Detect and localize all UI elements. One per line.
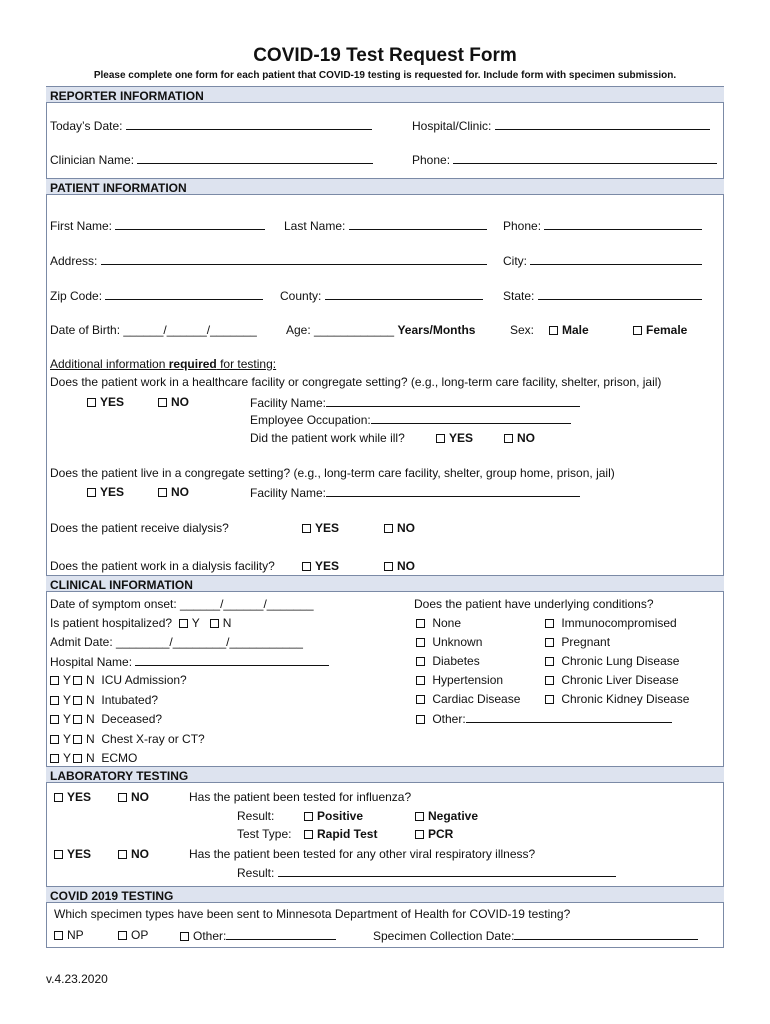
zip-code-field[interactable]: Zip Code: (50, 289, 263, 302)
y-checkbox[interactable]: Y (50, 673, 71, 687)
yn-item-label: Intubated? (101, 692, 159, 707)
age-field[interactable]: Age: ____________ Years/Months (286, 323, 476, 337)
checkbox-icon (416, 657, 425, 666)
n-checkbox[interactable]: N (73, 732, 95, 746)
state-field[interactable]: State: (503, 289, 702, 302)
yn-item-row (50, 674, 187, 686)
test-type-label: Test Type: (237, 827, 292, 841)
checkbox-icon (50, 754, 59, 763)
influenza-no-checkbox[interactable]: NO (118, 791, 149, 803)
condition-checkbox[interactable]: Immunocompromised (545, 617, 677, 629)
condition-checkbox[interactable]: Chronic Lung Disease (545, 655, 679, 667)
additional-info-heading: Additional information required for testing: (50, 357, 277, 371)
checkbox-icon (504, 434, 513, 443)
influenza-result-label: Result: (237, 809, 275, 823)
condition-checkbox[interactable]: Diabetes (416, 655, 480, 667)
checkbox-icon (179, 619, 188, 628)
influenza-yes-checkbox[interactable]: YES (54, 791, 91, 803)
checkbox-icon (384, 524, 393, 533)
condition-checkbox[interactable]: Hypertension (416, 674, 503, 686)
yn-item-label: ECMO (101, 751, 138, 765)
healthcare-facility-name-field[interactable]: Facility Name: (250, 396, 580, 409)
hospitalized-y-checkbox[interactable]: Y (179, 616, 200, 630)
checkbox-icon (302, 524, 311, 533)
checkbox-icon (436, 434, 445, 443)
specimen-question: Which specimen types have been sent to Minnesota Department of Health for COVID-19 testing? (54, 907, 571, 921)
y-checkbox[interactable]: Y (50, 751, 71, 765)
congregate-question: Does the patient live in a congregate setting? (e.g., long-term care facility, shelter, group home, prison, jail) (50, 466, 615, 480)
dialysis-question: Does the patient receive dialysis? (50, 521, 229, 535)
condition-checkbox[interactable]: Other: (416, 712, 672, 725)
reporter-phone-field[interactable]: Phone: (412, 153, 717, 166)
checkbox-icon (302, 562, 311, 571)
n-checkbox[interactable]: N (73, 673, 95, 687)
dialysis-yes-checkbox[interactable]: YES (302, 522, 339, 534)
checkbox-icon (545, 657, 554, 666)
checkbox-icon (415, 830, 424, 839)
checkbox-icon (545, 638, 554, 647)
dialysis-no-checkbox[interactable]: NO (384, 522, 415, 534)
congregate-yes-checkbox[interactable]: YES (87, 486, 124, 498)
condition-checkbox[interactable]: None (416, 617, 461, 629)
date-of-birth-field[interactable]: Date of Birth: ______/______/_______ (50, 323, 257, 337)
checkbox-icon (416, 676, 425, 685)
covid-section-header: COVID 2019 TESTING (46, 886, 724, 903)
checkbox-icon (304, 812, 313, 821)
patient-section-header: PATIENT INFORMATION (46, 178, 724, 195)
y-checkbox[interactable]: Y (50, 732, 71, 746)
symptom-onset-field[interactable]: Date of symptom onset: ______/______/_______ (50, 597, 314, 611)
address-field[interactable]: Address: (50, 254, 487, 267)
checkbox-icon (54, 850, 63, 859)
pcr-checkbox[interactable]: PCR (415, 828, 453, 840)
checkbox-icon (210, 619, 219, 628)
form-title: COVID-19 Test Request Form (253, 45, 517, 66)
checkbox-icon (73, 715, 82, 724)
checkbox-icon (545, 695, 554, 704)
congregate-no-checkbox[interactable]: NO (158, 486, 189, 498)
checkbox-icon (50, 715, 59, 724)
positive-checkbox[interactable]: Positive (304, 810, 363, 822)
admit-date-field[interactable]: Admit Date: ________/________/___________ (50, 635, 303, 649)
yn-item-row (50, 752, 137, 764)
checkbox-icon (158, 398, 167, 407)
yn-item-label: Deceased? (101, 712, 163, 726)
other-viral-yes-checkbox[interactable]: YES (54, 848, 91, 860)
city-field[interactable]: City: (503, 254, 702, 267)
hospital-clinic-field[interactable]: Hospital/Clinic: (412, 119, 710, 132)
condition-checkbox[interactable]: Chronic Liver Disease (545, 674, 679, 686)
other-specimen-checkbox[interactable]: Other: (180, 929, 336, 942)
op-checkbox[interactable]: OP (118, 929, 148, 941)
dialysis-work-yes-checkbox[interactable]: YES (302, 560, 339, 572)
dialysis-work-no-checkbox[interactable]: NO (384, 560, 415, 572)
county-field[interactable]: County: (280, 289, 483, 302)
hospitalized-row: Is patient hospitalized? Y N (50, 616, 232, 630)
checkbox-icon (180, 932, 189, 941)
checkbox-icon (158, 488, 167, 497)
male-checkbox[interactable]: Male (549, 324, 589, 336)
checkbox-icon (54, 931, 63, 940)
reporter-section (46, 103, 724, 178)
condition-checkbox[interactable]: Unknown (416, 636, 482, 648)
worked-while-ill-label: Did the patient work while ill? (250, 431, 405, 445)
checkbox-icon (416, 638, 425, 647)
condition-checkbox[interactable]: Cardiac Disease (416, 693, 520, 705)
version-label: v.4.23.2020 (46, 972, 108, 986)
checkbox-icon (415, 812, 424, 821)
checkbox-icon (87, 488, 96, 497)
other-viral-no-checkbox[interactable]: NO (118, 848, 149, 860)
n-checkbox[interactable]: N (73, 693, 95, 707)
clinical-section-header: CLINICAL INFORMATION (46, 575, 724, 592)
hospital-name-field[interactable]: Hospital Name: (50, 655, 329, 668)
checkbox-icon (416, 619, 425, 628)
condition-checkbox[interactable]: Chronic Kidney Disease (545, 693, 689, 705)
yn-item-label: ICU Admission? (101, 673, 187, 687)
sex-label: Sex: (510, 323, 535, 337)
worked-ill-no-checkbox[interactable]: NO (504, 432, 535, 444)
other-viral-question: Has the patient been tested for any other viral respiratory illness? (189, 847, 536, 861)
other-viral-result-field[interactable]: Result: (237, 866, 616, 879)
y-checkbox[interactable]: Y (50, 712, 71, 726)
checkbox-icon (73, 754, 82, 763)
yn-item-row (50, 713, 162, 725)
checkbox-icon (118, 931, 127, 940)
reporter-section-header: REPORTER INFORMATION (46, 86, 724, 103)
n-checkbox[interactable]: N (73, 751, 95, 765)
checkbox-icon (633, 326, 642, 335)
form-subtitle: Please complete one form for each patient that COVID-19 testing is requested for. Include form with specimen submission. (93, 70, 677, 81)
todays-date-field[interactable]: Today’s Date: (50, 119, 372, 132)
congregate-facility-name-field[interactable]: Facility Name: (250, 486, 580, 499)
worked-ill-yes-checkbox[interactable]: YES (436, 432, 473, 444)
checkbox-icon (545, 619, 554, 628)
checkbox-icon (384, 562, 393, 571)
healthcare-yes-checkbox[interactable]: YES (87, 396, 124, 408)
rapid-test-checkbox[interactable]: Rapid Test (304, 828, 377, 840)
first-name-field[interactable]: First Name: (50, 219, 265, 232)
condition-checkbox[interactable]: Pregnant (545, 636, 610, 648)
employee-occupation-field[interactable]: Employee Occupation: (250, 413, 571, 426)
np-checkbox[interactable]: NP (54, 929, 84, 941)
yn-item-label: Chest X-ray or CT? (101, 731, 205, 746)
lab-section-header: LABORATORY TESTING (46, 766, 724, 783)
checkbox-icon (54, 793, 63, 802)
influenza-question: Has the patient been tested for influenza? (189, 790, 412, 804)
checkbox-icon (416, 715, 425, 724)
checkbox-icon (50, 735, 59, 744)
checkbox-icon (416, 695, 425, 704)
healthcare-no-checkbox[interactable]: NO (158, 396, 189, 408)
checkbox-icon (545, 676, 554, 685)
checkbox-icon (50, 676, 59, 685)
n-checkbox[interactable]: N (73, 712, 95, 726)
yn-item-row (50, 733, 205, 745)
healthcare-work-question: Does the patient work in a healthcare facility or congregate setting? (e.g., long-term care facility, shelter, prison, jail) (50, 375, 662, 389)
checkbox-icon (118, 850, 127, 859)
yn-item-row (50, 694, 158, 706)
negative-checkbox[interactable]: Negative (415, 810, 478, 822)
checkbox-icon (50, 696, 59, 705)
checkbox-icon (118, 793, 127, 802)
checkbox-icon (87, 398, 96, 407)
checkbox-icon (73, 735, 82, 744)
dialysis-work-question: Does the patient work in a dialysis facility? (50, 559, 275, 573)
hospitalized-n-checkbox[interactable]: N (210, 616, 232, 630)
checkbox-icon (549, 326, 558, 335)
female-checkbox[interactable]: Female (633, 324, 687, 336)
patient-phone-field[interactable]: Phone: (503, 219, 702, 232)
collection-date-field[interactable]: Specimen Collection Date: (373, 929, 698, 942)
clinician-name-field[interactable]: Clinician Name: (50, 153, 373, 166)
underlying-conditions-question: Does the patient have underlying conditions? (414, 597, 654, 611)
checkbox-icon (73, 696, 82, 705)
last-name-field[interactable]: Last Name: (284, 219, 487, 232)
checkbox-icon (304, 830, 313, 839)
y-checkbox[interactable]: Y (50, 693, 71, 707)
checkbox-icon (73, 676, 82, 685)
